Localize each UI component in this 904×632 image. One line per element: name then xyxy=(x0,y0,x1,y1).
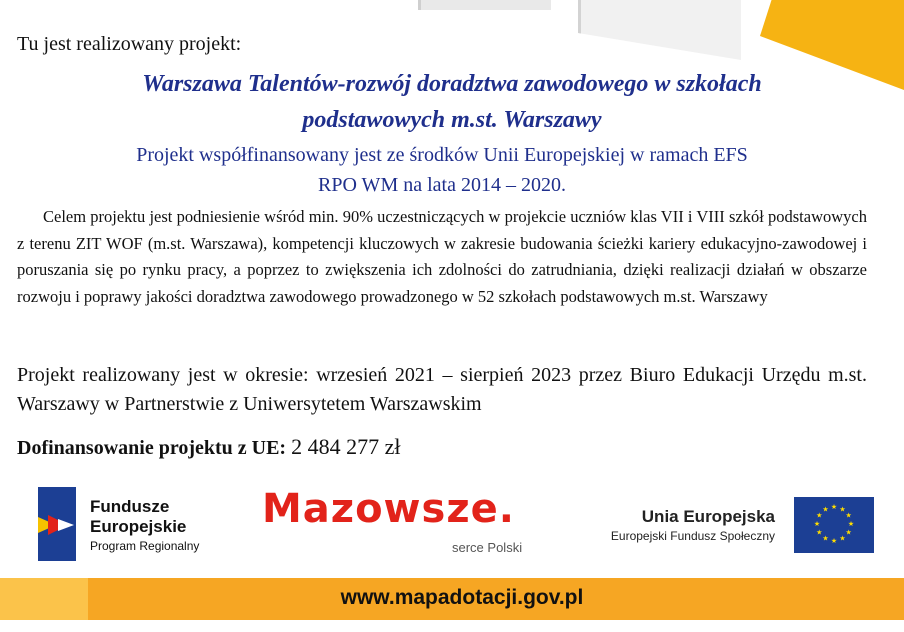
svg-text:★: ★ xyxy=(816,511,823,520)
intro-text: Tu jest realizowany projekt: xyxy=(17,33,242,55)
svg-text:★: ★ xyxy=(822,534,829,543)
footer-bar xyxy=(0,578,904,620)
fe-line3: Program Regionalny xyxy=(90,539,200,553)
fundusze-europejskie-text xyxy=(90,497,199,555)
svg-text:★: ★ xyxy=(830,537,838,545)
top-decoration-grey-panel xyxy=(578,0,741,60)
cofinancing-line1: Projekt współfinansowany jest ze środków Unii Europejskiej w ramach EFS xyxy=(136,144,748,166)
mazowsze-logo xyxy=(262,486,562,562)
funding-amount: 2 484 277 zł xyxy=(291,434,401,459)
fe-line2: Europejskie xyxy=(90,517,187,536)
ue-line1: Unia Europejska xyxy=(641,507,775,526)
mazowsze-wordmark: Mazowsze. xyxy=(262,486,515,532)
svg-text:★: ★ xyxy=(816,528,823,537)
unia-europejska-text xyxy=(611,507,775,545)
cofinancing-line2: RPO WM na lata 2014 – 2020. xyxy=(318,174,566,196)
svg-text:★: ★ xyxy=(822,505,829,514)
project-title-line1: Warszawa Talentów-rozwój doradztwa zawodowego w szkołach xyxy=(142,71,762,97)
svg-text:★: ★ xyxy=(830,503,838,511)
svg-text:★: ★ xyxy=(845,511,852,520)
mazowsze-tagline: serce Polski xyxy=(452,540,523,555)
svg-text:★: ★ xyxy=(839,534,846,543)
fundusze-europejskie-logo xyxy=(38,487,238,561)
svg-text:★: ★ xyxy=(847,520,855,528)
funding-label: Dofinansowanie projektu z UE: xyxy=(17,437,287,459)
fundusze-europejskie-flag-icon xyxy=(38,487,76,561)
svg-text:★: ★ xyxy=(845,528,852,537)
top-decoration-grey xyxy=(418,0,551,10)
fe-line1: Fundusze xyxy=(90,497,170,516)
project-period: Projekt realizowany jest w okresie: wrzesień 2021 – sierpień 2023 przez Biuro Edukacji Urzędu m.st. Warszawy w Partnerstwie z Uniwersytetem Warszawskim xyxy=(17,364,867,415)
footer-url-link[interactable]: www.mapadotacji.gov.pl xyxy=(340,586,584,609)
ue-line2: Europejski Fundusz Społeczny xyxy=(610,529,775,543)
funding-line xyxy=(17,434,400,460)
svg-text:★: ★ xyxy=(839,505,846,514)
unia-europejska-logo xyxy=(602,497,882,557)
project-description: Celem projektu jest podniesienie wśród min. 90% uczestniczących w projekcie uczniów klas VII i VIII szkół podstawowych z terenu ZIT WOF (m.st. Warszawa), kompetencji kluczowych w zakresie budowania ścieżki kariery edukacyjno-zawodowej i poruszania się po rynku pracy, a poprzez to zwiększenia ich zdolności do zatrudniania, dzięki realizacji działań w obszarze rozwoju i poprawy jakości doradztwa zawodowego prowadzonego w 52 szkołach podstawowych m.st. Warszawy xyxy=(17,207,867,306)
project-title-line2: podstawowych m.st. Warszawy xyxy=(302,107,602,133)
eu-flag-icon xyxy=(794,497,874,553)
svg-text:★: ★ xyxy=(813,520,821,528)
